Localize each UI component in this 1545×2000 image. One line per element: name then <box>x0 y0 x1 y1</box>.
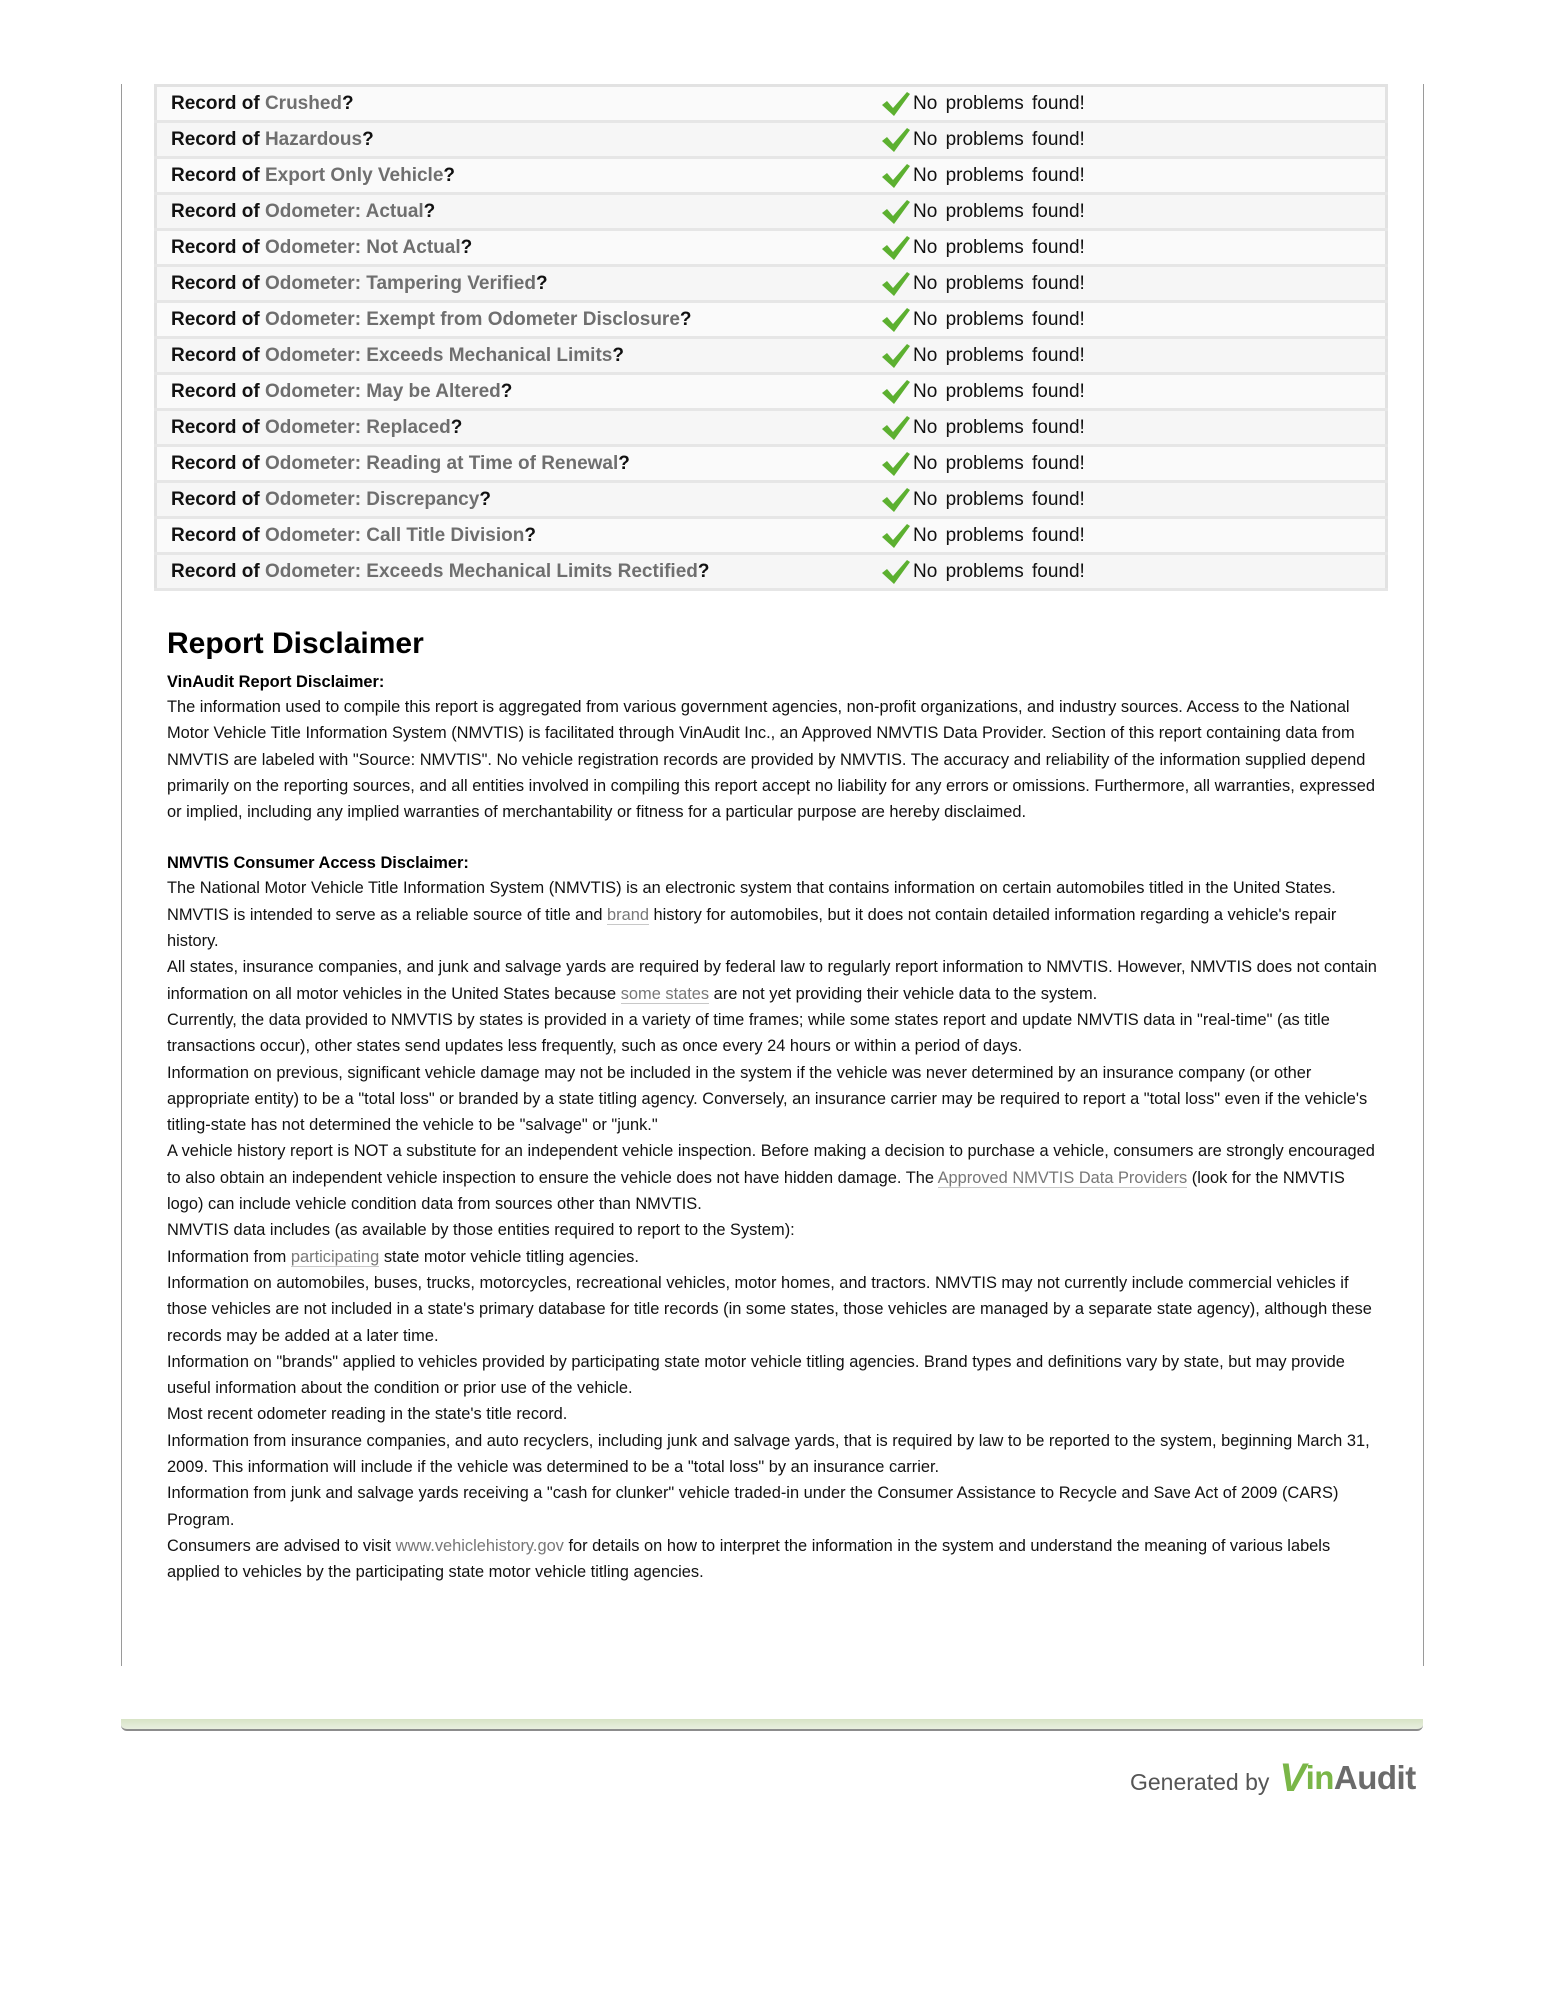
record-label <box>156 158 882 194</box>
vehiclehistory-link[interactable]: www.vehiclehistory.gov <box>395 1536 564 1555</box>
brand-link[interactable]: brand <box>607 905 649 924</box>
record-result-text: No problems found! <box>913 164 1085 186</box>
record-label <box>156 266 882 302</box>
record-result <box>881 410 1387 446</box>
nmvtis-paragraph-10: Most recent odometer reading in the state's title record. <box>167 1405 568 1424</box>
text-span: history for automobiles, but it does not contain detailed information regarding a vehicle's repair history. <box>167 905 1337 951</box>
record-suffix: ? <box>342 92 354 114</box>
nmvtis-paragraph-8: Information on automobiles, buses, trucks, motorcycles, recreational vehicles, motor homes, and tractors. NMVTIS may not currently include commercial vehicles if those vehicles are not included in a state's primary database for title records (in some states, those vehicles are managed by a separate state agency), although these records may be added at a later time. <box>167 1273 1372 1345</box>
record-suffix: ? <box>697 560 710 582</box>
check-icon <box>881 487 911 513</box>
nmvtis-paragraph-4: Information on previous, significant vehicle damage may not be included in the system if the vehicle was never determined by an insurance company (or other appropriate entity) to be a "total loss" or branded by a state titling agency. Conversely, an insurance carrier may be required to report a "total loss" even if the vehicle's titling-state has not determined the vehicle to be "salvage" or "junk." <box>167 1063 1368 1135</box>
logo-audit: Audit <box>1333 1759 1416 1796</box>
record-term-link[interactable]: Odometer: Exceeds Mechanical Limits Rectified <box>264 560 698 582</box>
record-term-link[interactable]: Export Only Vehicle <box>264 164 444 186</box>
vinaudit-disclaimer-heading: VinAudit Report Disclaimer: <box>167 673 385 691</box>
record-label <box>156 86 882 122</box>
record-row <box>156 302 1387 338</box>
check-icon <box>881 271 911 297</box>
check-icon <box>881 343 911 369</box>
record-row <box>156 482 1387 518</box>
nmvtis-paragraph-12: Information from junk and salvage yards receiving a "cash for clunker" vehicle traded-in under the Consumer Assistance to Recycle and Save Act of 2009 (CARS) Program. <box>167 1484 1339 1529</box>
record-row <box>156 158 1387 194</box>
record-result <box>881 266 1387 302</box>
record-result <box>881 554 1387 590</box>
record-term-link[interactable]: Odometer: Discrepancy <box>264 488 480 510</box>
record-prefix: Record of <box>171 164 265 186</box>
record-suffix: ? <box>618 452 630 474</box>
record-prefix: Record of <box>171 272 265 294</box>
record-label <box>156 374 882 410</box>
disclaimer-title: Report Disclaimer <box>167 627 424 660</box>
generated-by-label: Generated by <box>1130 1769 1270 1795</box>
record-prefix: Record of <box>171 344 265 366</box>
check-icon <box>881 199 911 225</box>
check-icon <box>881 127 911 153</box>
record-result-text: No problems found! <box>913 92 1085 114</box>
record-result-text: No problems found! <box>913 488 1085 510</box>
nmvtis-paragraph-2 <box>167 954 1379 1007</box>
check-icon <box>881 379 911 405</box>
record-result-text: No problems found! <box>913 200 1085 222</box>
record-term-link[interactable]: Crushed <box>264 92 343 114</box>
record-row <box>156 518 1387 554</box>
record-result-text: No problems found! <box>913 236 1085 258</box>
record-result <box>881 230 1387 266</box>
record-row <box>156 338 1387 374</box>
record-term-link[interactable]: Odometer: Reading at Time of Renewal <box>264 452 619 474</box>
record-result-text: No problems found! <box>913 128 1085 150</box>
record-label <box>156 482 882 518</box>
record-prefix: Record of <box>171 92 265 114</box>
check-icon <box>881 163 911 189</box>
check-icon <box>881 559 911 585</box>
record-result <box>881 374 1387 410</box>
record-suffix: ? <box>362 128 374 150</box>
record-suffix: ? <box>450 416 463 438</box>
check-icon <box>881 451 911 477</box>
record-term-link[interactable]: Odometer: Exempt from Odometer Disclosure <box>264 308 680 330</box>
record-suffix: ? <box>524 524 536 546</box>
record-term-link[interactable]: Hazardous <box>264 128 363 150</box>
record-result <box>881 122 1387 158</box>
nmvtis-paragraph-3: Currently, the data provided to NMVTIS by states is provided in a variety of time frames; while some states report and update NMVTIS data in "real-time" (as title transactions occur), other states send updates less frequently, such as once every 24 hours or within a period of days. <box>167 1010 1330 1056</box>
record-result-text: No problems found! <box>913 380 1085 402</box>
record-result <box>881 302 1387 338</box>
record-result-text: No problems found! <box>913 524 1085 546</box>
nmvtis-disclaimer-heading: NMVTIS Consumer Access Disclaimer: <box>167 854 469 873</box>
record-row <box>156 230 1387 266</box>
record-term-link[interactable]: Odometer: Replaced <box>264 416 451 438</box>
record-prefix: Record of <box>171 128 265 150</box>
record-suffix: ? <box>479 488 491 510</box>
some-states-link[interactable]: some states <box>620 984 710 1003</box>
record-term-link[interactable]: Odometer: Exceeds Mechanical Limits <box>264 344 613 366</box>
record-term-link[interactable]: Odometer: Tampering Verified <box>264 272 536 294</box>
record-row <box>156 86 1387 122</box>
record-label <box>156 446 882 482</box>
participating-link[interactable]: participating <box>290 1247 380 1266</box>
text-span: (look for the NMVTIS logo) can include vehicle condition data from sources other than NMVTIS. <box>167 1168 1345 1214</box>
vinaudit-logo[interactable] <box>1279 1758 1415 1798</box>
record-term-link[interactable]: Odometer: Call Title Division <box>264 524 525 546</box>
section-gap <box>167 825 1379 851</box>
record-row <box>156 266 1387 302</box>
record-result <box>881 194 1387 230</box>
record-result <box>881 158 1387 194</box>
record-label <box>156 518 882 554</box>
record-suffix: ? <box>500 380 513 402</box>
record-prefix: Record of <box>171 308 265 330</box>
record-result <box>881 86 1387 122</box>
record-rows <box>156 86 1387 590</box>
report-disclaimer-section <box>167 624 1379 1586</box>
nmvtis-paragraph-7 <box>167 1244 1379 1270</box>
record-prefix: Record of <box>171 524 265 546</box>
check-icon <box>881 415 911 441</box>
record-result <box>881 482 1387 518</box>
record-term-link[interactable]: Odometer: Not Actual <box>264 236 461 258</box>
record-suffix: ? <box>460 236 473 258</box>
record-row <box>156 554 1387 590</box>
vinaudit-disclaimer-text: The information used to compile this report is aggregated from various government agencies, non-profit organizations, and industry sources. Access to the National Motor Vehicle Title Information System (NMVTIS) is facilitated through VinAudit Inc., an Approved NMVTIS Data Provider. Section of this report containing data from NMVTIS are labeled with "Source: NMVTIS". No vehicle registration records are provided by NMVTIS. The accuracy and reliability of the information supplied depend primarily on the reporting sources, and all entities involved in compiling this report accept no liability for any errors or omissions. Furthermore, all warranties, expressed or implied, including any implied warranties of merchantability or fitness for a particular purpose are hereby disclaimed. <box>167 698 1375 822</box>
record-suffix: ? <box>423 200 436 222</box>
record-result-text: No problems found! <box>913 308 1085 330</box>
text-span: A vehicle history report is NOT a substitute for an independent vehicle inspection. Before making a decision to purchase a vehicle, consumers are strongly encouraged to also obtain an independent vehicle inspection to ensure the vehicle does not have hidden damage. The <box>167 1142 1375 1187</box>
text-span: The National Motor Vehicle Title Information System (NMVTIS) is an electronic system that contains information on certain automobiles titled in the United States. NMVTIS is intended to serve as a reliable source of title and <box>167 879 1336 924</box>
record-suffix: ? <box>535 272 548 294</box>
record-result-text: No problems found! <box>913 416 1085 438</box>
record-row <box>156 374 1387 410</box>
text-span: for details on how to interpret the information in the system and understand the meaning of various labels applied to vehicles by the participating state motor vehicle titling agencies. <box>167 1536 1331 1582</box>
footer-divider-bar <box>121 1719 1423 1731</box>
record-suffix: ? <box>679 308 692 330</box>
check-icon <box>881 91 911 117</box>
nmvtis-paragraph-11: Information from insurance companies, and auto recyclers, including junk and salvage yards, that is required by law to be reported to the system, beginning March 31, 2009. This information will include if the vehicle was determined to be a "total loss" by an insurance carrier. <box>167 1431 1370 1477</box>
record-result-text: No problems found! <box>913 560 1085 582</box>
text-span: Consumers are advised to visit <box>167 1536 396 1555</box>
check-icon <box>881 523 911 549</box>
record-label <box>156 410 882 446</box>
record-result <box>881 338 1387 374</box>
record-term-link[interactable]: Odometer: May be Altered <box>264 380 501 402</box>
record-check-table <box>154 84 1388 591</box>
text-span: state motor vehicle titling agencies. <box>379 1247 639 1266</box>
record-term-link[interactable]: Odometer: Actual <box>264 200 424 222</box>
logo-v: V <box>1279 1756 1306 1800</box>
record-prefix: Record of <box>171 452 265 474</box>
record-label <box>156 302 882 338</box>
nmvtis-paragraph-5 <box>167 1138 1379 1217</box>
record-result <box>881 446 1387 482</box>
record-row <box>156 194 1387 230</box>
record-label <box>156 122 882 158</box>
nmvtis-paragraph-13 <box>167 1533 1379 1586</box>
text-span: Information from <box>167 1247 291 1266</box>
record-row <box>156 446 1387 482</box>
record-row <box>156 410 1387 446</box>
record-label <box>156 554 882 590</box>
record-prefix: Record of <box>171 416 265 438</box>
record-result-text: No problems found! <box>913 452 1085 474</box>
check-icon <box>881 235 911 261</box>
record-suffix: ? <box>443 164 456 186</box>
record-result-text: No problems found! <box>913 344 1085 366</box>
record-prefix: Record of <box>171 200 265 222</box>
text-span: All states, insurance companies, and junk and salvage yards are required by federal law to regularly report information to NMVTIS. However, NMVTIS does not contain information on all motor vehicles in the United States because <box>167 958 1377 1003</box>
generated-by-footer <box>1130 1738 1416 1798</box>
record-prefix: Record of <box>171 380 265 402</box>
record-suffix: ? <box>612 344 624 366</box>
nmvtis-paragraph-6: NMVTIS data includes (as available by those entities required to report to the System): <box>167 1221 795 1240</box>
record-result-text: No problems found! <box>913 272 1085 294</box>
nmvtis-paragraph-1 <box>167 875 1379 954</box>
record-label <box>156 194 882 230</box>
record-row <box>156 122 1387 158</box>
approved-providers-link[interactable]: Approved NMVTIS Data Providers <box>937 1168 1188 1187</box>
record-prefix: Record of <box>171 236 265 258</box>
record-label <box>156 230 882 266</box>
record-result <box>881 518 1387 554</box>
record-label <box>156 338 882 374</box>
nmvtis-paragraph-9: Information on "brands" applied to vehicles provided by participating state motor vehicle titling agencies. Brand types and definitions vary by state, but may provide useful information about the condition or prior use of the vehicle. <box>167 1352 1345 1398</box>
logo-in: in <box>1305 1759 1334 1796</box>
record-prefix: Record of <box>171 560 265 582</box>
check-icon <box>881 307 911 333</box>
text-span: are not yet providing their vehicle data to the system. <box>709 984 1098 1003</box>
record-prefix: Record of <box>171 488 265 510</box>
